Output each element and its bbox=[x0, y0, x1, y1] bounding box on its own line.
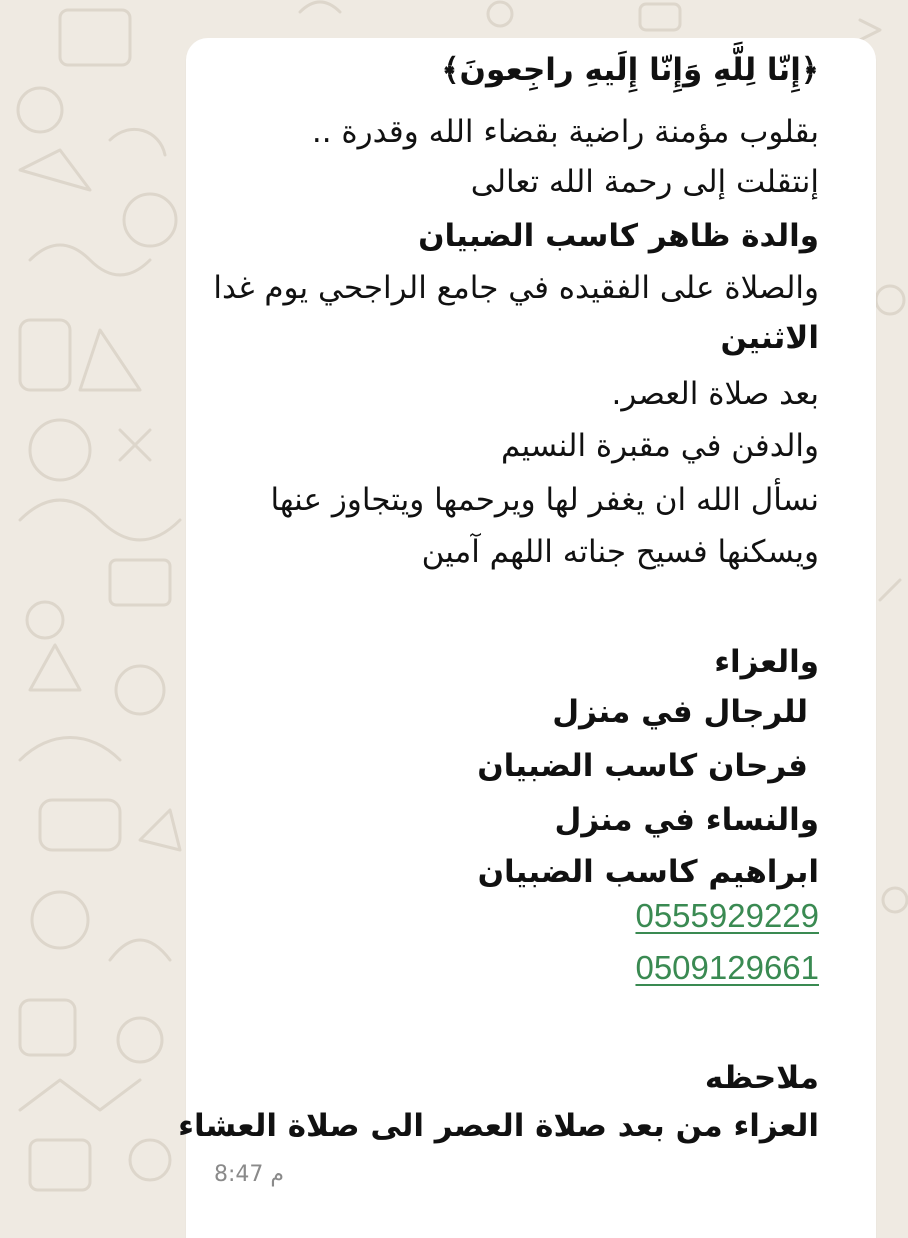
quran-verse-line: ﴿إِنّا لِلَّهِ وَإِنّا إِلَيهِ راجِعونَ﴾ bbox=[441, 52, 819, 88]
note-line: العزاء من بعد صلاة العصر الى صلاة العشاء bbox=[178, 1108, 819, 1144]
message-line: للرجال في منزل bbox=[552, 694, 808, 730]
day-line: الاثنين bbox=[720, 320, 819, 356]
message-line: والدفن في مقبرة النسيم bbox=[501, 428, 819, 464]
deceased-line: والدة ظاهر كاسب الضبيان bbox=[418, 218, 819, 254]
message-line: إنتقلت إلى رحمة الله تعالى bbox=[470, 164, 819, 200]
message-line: والصلاة على الفقيده في جامع الراجحي يوم غدا bbox=[213, 270, 819, 306]
phone-link-2[interactable]: 0509129661 bbox=[635, 949, 819, 986]
message-bubble[interactable] bbox=[178, 38, 876, 1238]
message-line: والنساء في منزل bbox=[554, 802, 819, 838]
message-line: فرحان كاسب الضبيان bbox=[477, 748, 808, 784]
note-heading: ملاحظه bbox=[704, 1060, 819, 1096]
message-timestamp bbox=[214, 1160, 290, 1190]
message-line: بعد صلاة العصر. bbox=[611, 376, 819, 412]
ampm-label: م bbox=[270, 1162, 285, 1187]
message-line: ويسكنها فسيح جناته اللهم آمين bbox=[421, 534, 819, 570]
message-line: ابراهيم كاسب الضبيان bbox=[477, 854, 819, 890]
message-line: نسأل الله ان يغفر لها ويرحمها ويتجاوز عنها bbox=[270, 482, 819, 518]
condolence-heading: والعزاء bbox=[714, 644, 819, 680]
message-line: بقلوب مؤمنة راضية بقضاء الله وقدرة .. bbox=[311, 114, 819, 150]
phone-link-1[interactable]: 0555929229 bbox=[635, 897, 819, 934]
time-label: 8:47 bbox=[214, 1162, 264, 1187]
